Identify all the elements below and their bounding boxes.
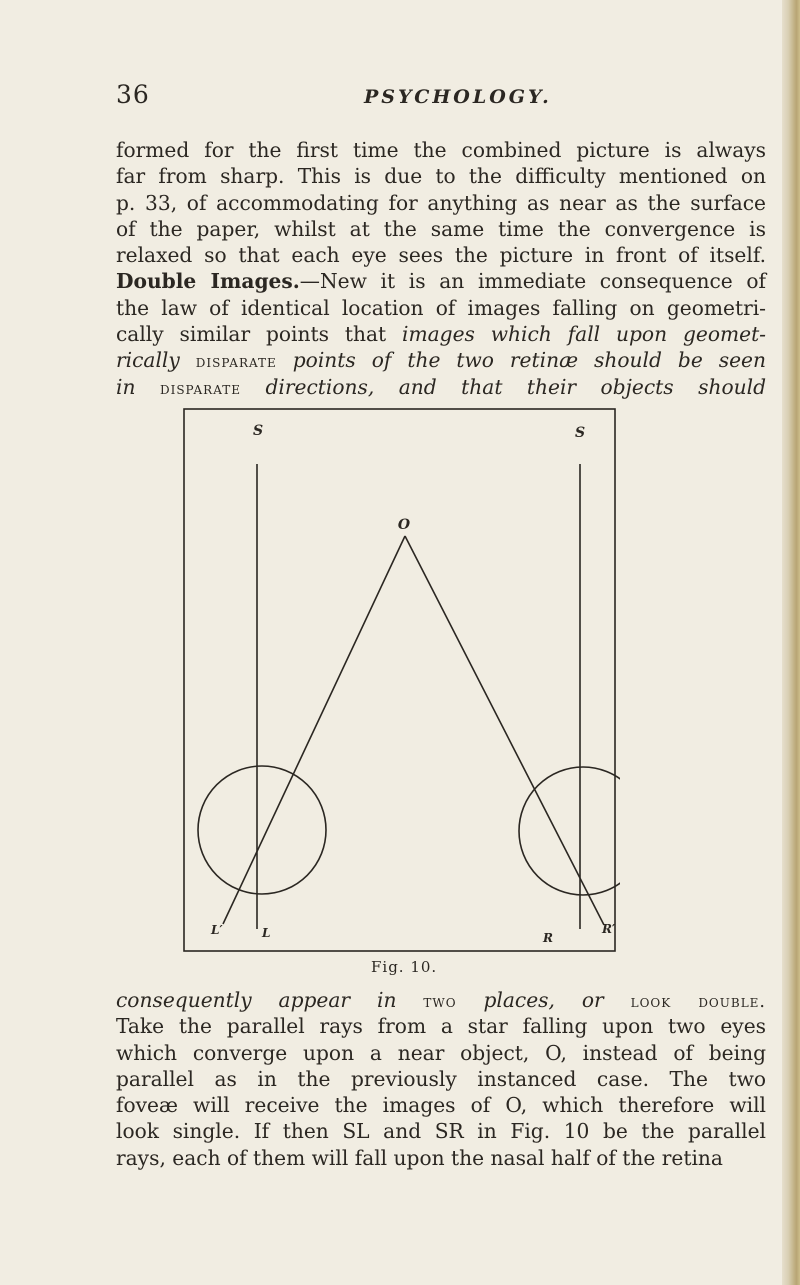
label-l-prime: L′ (211, 923, 223, 937)
label-r: R (543, 931, 553, 945)
label-r-prime: R′ (602, 922, 616, 936)
text-line: of the paper, whilst at the same time the convergence is (116, 216, 766, 241)
running-title: PSYCHOLOGY. (364, 86, 552, 108)
section-heading: Double Images. (116, 269, 300, 294)
paragraph-bottom (116, 987, 766, 1171)
text-line: which converge upon a near object, O, instead of being (116, 1040, 766, 1065)
text-line: rically disparate points of the two retinæ should be seen (116, 348, 766, 373)
text-line: cally similar points that images which fall upon geomet- (116, 322, 766, 347)
text-line: look single. If then SL and SR in Fig. 10 be the parallel (116, 1119, 766, 1144)
text-line: relaxed so that each eye sees the picture in front of itself. (116, 243, 766, 268)
text-line: Double Images.—New it is an immediate consequence of (116, 269, 766, 294)
text-line: foveæ will receive the images of O, which therefore will (116, 1093, 766, 1118)
page-number: 36 (116, 80, 150, 109)
paragraph-top (116, 137, 766, 400)
label-o: O (397, 517, 411, 533)
figure-caption: Fig. 10. (371, 958, 438, 976)
page-edge-shadow (782, 0, 800, 1285)
left-eye-circle (198, 766, 326, 894)
text-line: p. 33, of accommodating for anything as near as the surface (116, 190, 766, 215)
text-line: Take the parallel rays from a star falling upon two eyes (116, 1014, 766, 1039)
label-s-left: S (253, 423, 264, 439)
right-eye-circle (519, 767, 620, 895)
text-line: far from sharp. This is due to the difficulty mentioned on (116, 164, 766, 189)
text-line: consequently appear in two places, or look double. (116, 988, 766, 1012)
text-line: formed for the first time the combined picture is always (116, 138, 766, 162)
line-o-to-l-prime (223, 536, 405, 924)
label-l: L (262, 926, 271, 940)
line-o-to-r-prime (405, 536, 604, 925)
text-line: the law of identical location of images falling on geometri- (116, 295, 766, 320)
text-line: rays, each of them will fall upon the nasal half of the retina (116, 1145, 723, 1170)
text-line: parallel as in the previously instanced case. The two (116, 1066, 766, 1091)
text-line: in disparate directions, and that their objects should (116, 374, 766, 399)
label-s-right: S (575, 425, 586, 441)
figure-10-diagram (180, 404, 620, 959)
